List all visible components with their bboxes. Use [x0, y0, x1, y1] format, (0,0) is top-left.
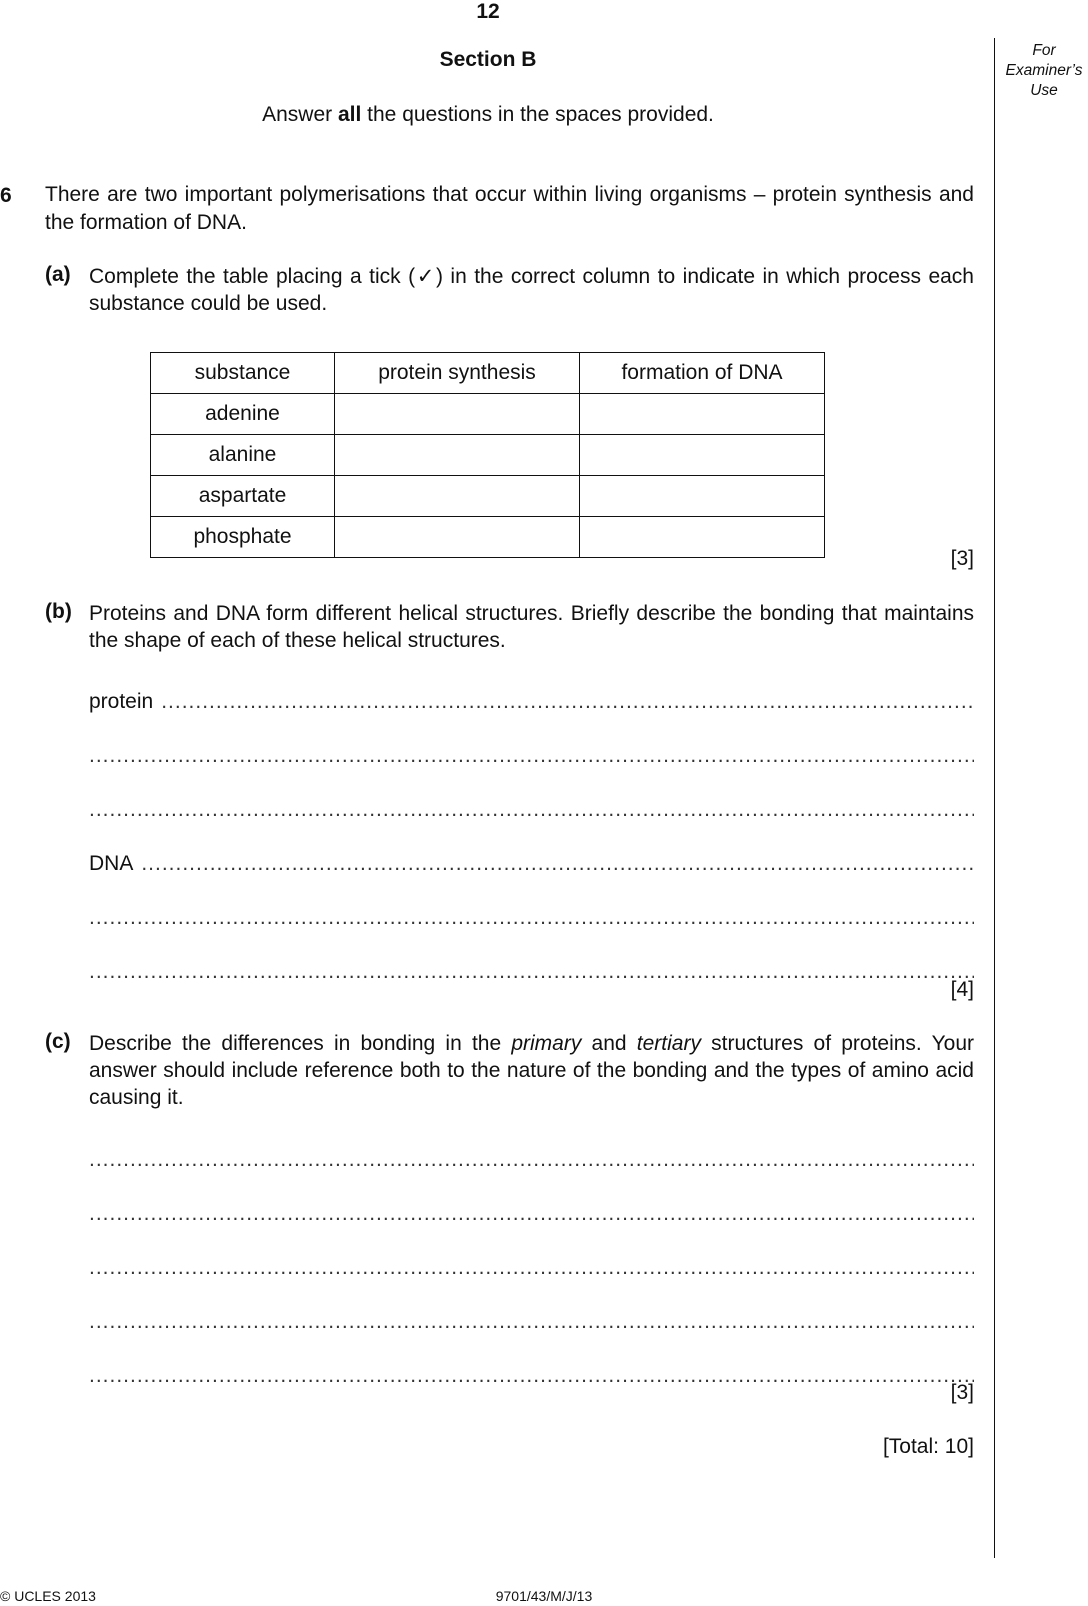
instruction-pre: Answer	[262, 103, 338, 126]
question-intro: There are two important polymerisations that occur within living organisms – protein synthesis and the formation of DNA.	[45, 183, 974, 234]
substance-cell: phosphate	[151, 517, 335, 558]
protein-answer-line[interactable]	[89, 684, 974, 714]
table-row	[151, 517, 825, 558]
dotted-line	[89, 798, 974, 822]
dna-formation-answer-cell[interactable]	[580, 394, 825, 435]
part-b-marks: [4]	[950, 978, 974, 1001]
answer-line[interactable]	[89, 1358, 974, 1388]
answer-line[interactable]	[89, 792, 974, 822]
part-a-label: (a)	[45, 263, 71, 286]
part-c-text-1: Describe the differences in bonding in the	[89, 1032, 512, 1055]
examiner-line-1: For	[1032, 42, 1056, 59]
examiner-use-box	[1000, 41, 1088, 101]
footer-paper-code: 9701/43/M/J/13	[495, 1588, 593, 1604]
protein-synthesis-answer-cell[interactable]	[335, 435, 580, 476]
substance-table	[150, 352, 825, 558]
protein-label: protein	[89, 690, 154, 713]
dna-formation-answer-cell[interactable]	[580, 476, 825, 517]
examiner-margin-rule	[994, 38, 995, 1558]
substance-cell: alanine	[151, 435, 335, 476]
answer-line[interactable]	[89, 954, 974, 984]
examiner-line-3: Use	[1030, 82, 1058, 99]
question-number: 6	[0, 184, 12, 207]
dotted-line	[161, 690, 974, 714]
header-substance: substance	[151, 353, 335, 394]
dna-formation-answer-cell[interactable]	[580, 435, 825, 476]
substance-cell: aspartate	[151, 476, 335, 517]
answer-line[interactable]	[89, 1250, 974, 1280]
dotted-line	[89, 744, 974, 768]
dotted-line	[89, 960, 974, 984]
table-header-row	[151, 353, 825, 394]
dotted-line	[89, 1202, 974, 1226]
dna-formation-answer-cell[interactable]	[580, 517, 825, 558]
part-b-label: (b)	[45, 600, 72, 623]
part-c-label: (c)	[45, 1030, 71, 1053]
dna-answer-line[interactable]	[89, 846, 974, 876]
question-total: [Total: 10]	[882, 1435, 974, 1458]
header-formation-of-dna: formation of DNA	[580, 353, 825, 394]
protein-synthesis-answer-cell[interactable]	[335, 476, 580, 517]
part-b-text: Proteins and DNA form different helical structures. Briefly describe the bonding that maintains the shape of each of these helical structures.	[89, 602, 974, 652]
dotted-line	[89, 1310, 974, 1334]
part-c-text	[89, 1030, 974, 1111]
part-c-text-2: and	[581, 1032, 637, 1055]
answer-line[interactable]	[89, 1196, 974, 1226]
instruction-post: the questions in the spaces provided.	[361, 103, 714, 126]
protein-synthesis-answer-cell[interactable]	[335, 394, 580, 435]
answer-line[interactable]	[89, 738, 974, 768]
part-c-text-3: structures of proteins. Your answer should include reference both to the nature of the bonding and the types of amino acid causing it.	[89, 1032, 974, 1109]
answer-line[interactable]	[89, 1304, 974, 1334]
substance-cell: adenine	[151, 394, 335, 435]
part-a-text: Complete the table placing a tick (✓) in the correct column to indicate in which process each substance could be used.	[89, 265, 974, 315]
answer-line[interactable]	[89, 1142, 974, 1172]
part-c-em-primary: primary	[511, 1032, 582, 1055]
dotted-line	[89, 906, 974, 930]
table-row	[151, 435, 825, 476]
part-c-em-tertiary: tertiary	[636, 1032, 701, 1055]
table-row	[151, 476, 825, 517]
dotted-line	[89, 1256, 974, 1280]
section-title: Section B	[439, 48, 537, 71]
header-protein-synthesis: protein synthesis	[335, 353, 580, 394]
answer-line[interactable]	[89, 900, 974, 930]
instruction-text	[0, 103, 976, 127]
dna-label: DNA	[89, 852, 134, 875]
part-a-marks: [3]	[950, 547, 974, 570]
examiner-line-2: Examiner’s	[1005, 62, 1083, 79]
footer-copyright: © UCLES 2013	[0, 1588, 96, 1604]
dotted-line	[89, 1148, 974, 1172]
table-row	[151, 394, 825, 435]
page-number: 12	[476, 0, 500, 23]
part-c-marks: [3]	[950, 1381, 974, 1404]
dotted-line	[141, 852, 974, 876]
dotted-line	[89, 1364, 974, 1388]
protein-synthesis-answer-cell[interactable]	[335, 517, 580, 558]
instruction-bold: all	[337, 103, 362, 126]
